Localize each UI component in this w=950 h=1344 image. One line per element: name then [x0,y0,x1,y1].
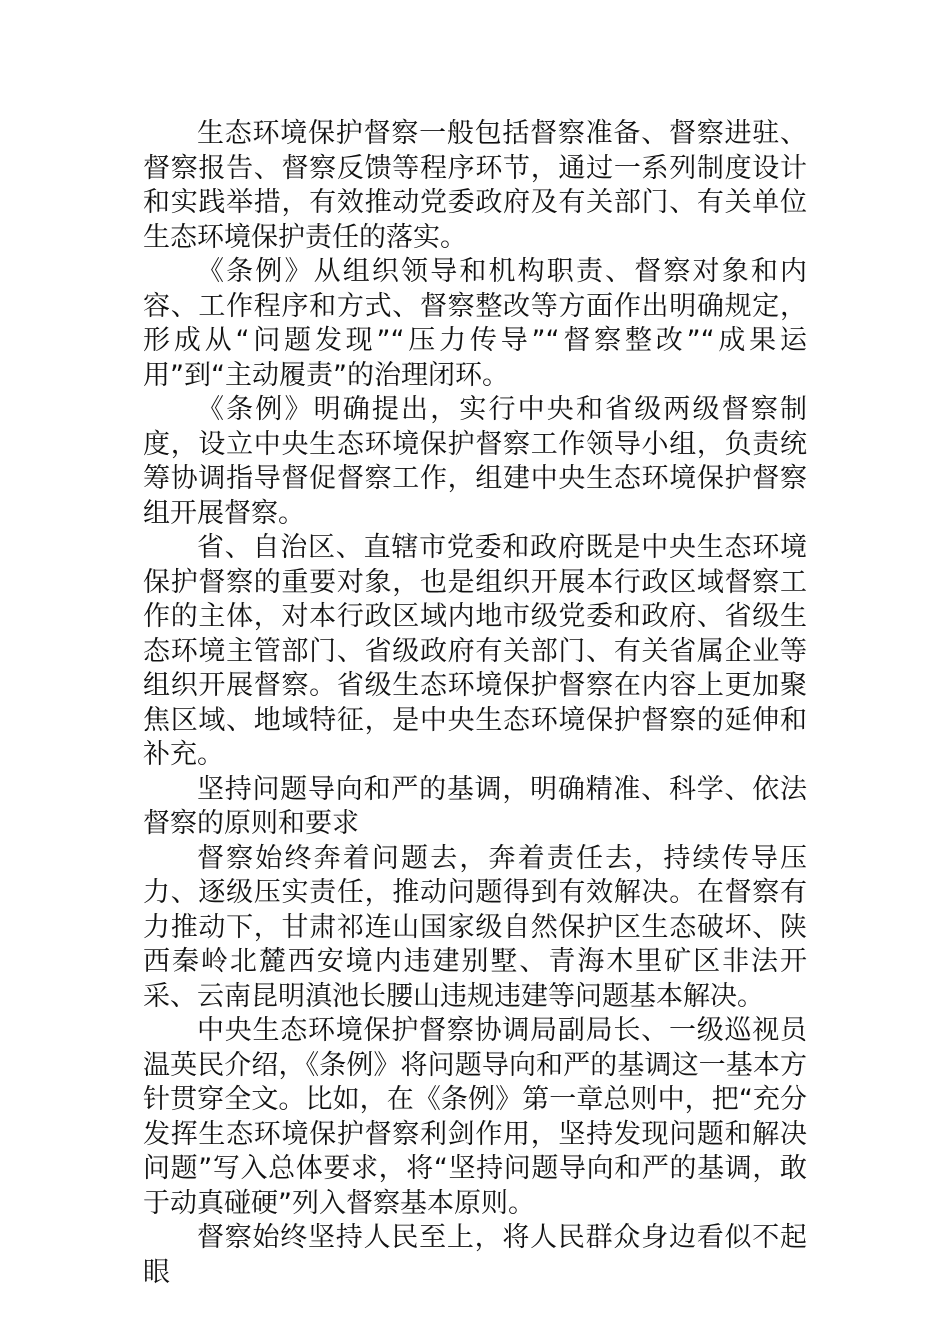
section-heading: 坚持问题导向和严的基调，明确精准、科学、依法督察的原则和要求 [143,773,807,839]
document-body [143,117,807,1290]
paragraph: 省、自治区、直辖市党委和政府既是中央生态环境保护督察的重要对象，也是组织开展本行政区域督察工作的主体，对本行政区域内地市级党委和政府、省级生态环境主管部门、省级政府有关部门、有关省属企业等组织开展督察。省级生态环境保护督察在内容上更加聚焦区域、地域特征，是中央生态环境保护督察的延伸和补充。 [143,532,807,770]
paragraph: 《条例》明确提出，实行中央和省级两级督察制度，设立中央生态环境保护督察工作领导小组，负责统筹协调指导督促督察工作，组建中央生态环境保护督察组开展督察。 [143,394,807,529]
paragraph: 督察始终奔着问题去，奔着责任去，持续传导压力、逐级压实责任，推动问题得到有效解决。在督察有力推动下，甘肃祁连山国家级自然保护区生态破坏、陕西秦岭北麓西安境内违建别墅、青海木里矿区非法开采、云南昆明滇池长腰山违规违建等问题基本解决。 [143,842,807,1012]
paragraph: 中央生态环境保护督察协调局副局长、一级巡视员温英民介绍，《条例》将问题导向和严的基调这一基本方针贯穿全文。比如，在《条例》第一章总则中，把“充分发挥生态环境保护督察利剑作用，坚持发现问题和解决问题”写入总体要求，将“坚持问题导向和严的基调，敢于动真碰硬”列入督察基本原则。 [143,1015,807,1219]
paragraph: 《条例》从组织领导和机构职责、督察对象和内容、工作程序和方式、督察整改等方面作出明确规定，形成从“问题发现”“压力传导”“督察整改”“成果运用”到“主动履责”的治理闭环。 [143,256,807,391]
paragraph: 督察始终坚持人民至上，将人民群众身边看似不起眼 [143,1222,807,1288]
paragraph: 生态环境保护督察一般包括督察准备、督察进驻、督察报告、督察反馈等程序环节，通过一系列制度设计和实践举措，有效推动党委政府及有关部门、有关单位生态环境保护责任的落实。 [143,118,807,253]
